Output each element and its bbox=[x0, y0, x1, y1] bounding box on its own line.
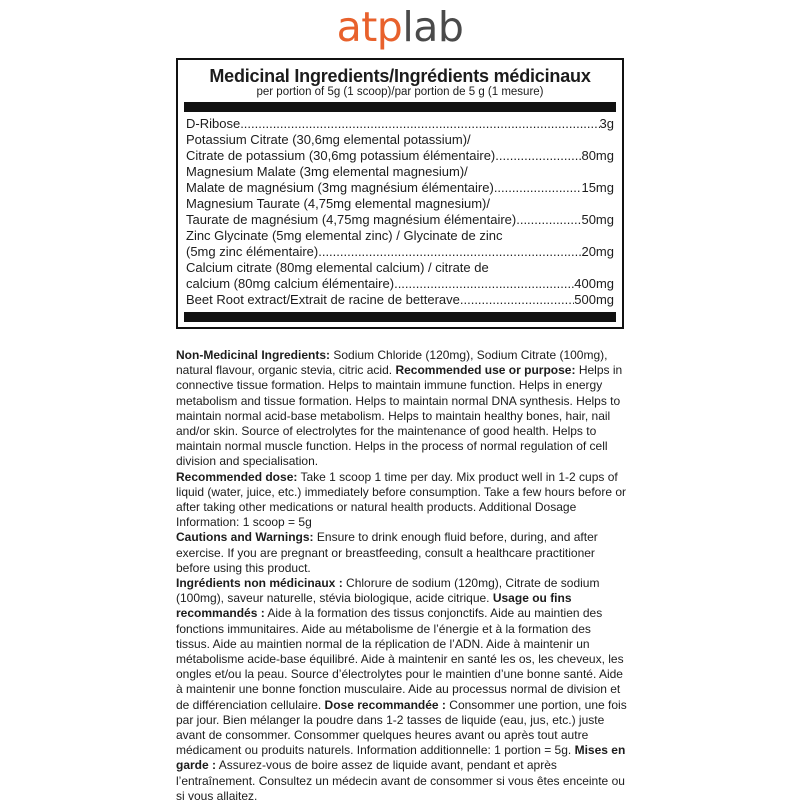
panel-subtitle: per portion of 5g (1 scoop)/par portion de 5 g (1 mesure) bbox=[256, 86, 544, 98]
leader-dots bbox=[394, 276, 574, 292]
ingredient-line bbox=[186, 260, 614, 276]
ingredient-first-line: Calcium citrate (80mg elemental calcium) / citrate de bbox=[186, 260, 489, 275]
recommended-dose-text: Take 1 scoop 1 time per day. Mix product well in 1-2 cups of liquid (water, juice, etc.) immediately before consumption. Take a few hours before or after taking other medications or natural health products. Additional Dosage Information: 1 scoop = 5g bbox=[176, 469, 626, 530]
ingredient-line bbox=[186, 132, 614, 148]
ingredient-line bbox=[186, 276, 614, 292]
french-use-heading: Usage ou fins recommandés : bbox=[176, 591, 572, 621]
ingredient-line bbox=[186, 228, 614, 244]
ingredient-label: Citrate de potassium (30,6mg potassium élémentaire) bbox=[186, 148, 496, 163]
non-medicinal-text: Sodium Chloride (120mg), Sodium Citrate (100mg), natural flavour, organic stevia, citric acid. bbox=[176, 348, 608, 378]
french-dose-heading: Dose recommandée : bbox=[324, 697, 446, 712]
panel-top-bar bbox=[184, 102, 616, 112]
non-medicinal-heading: Non-Medicinal Ingredients: bbox=[176, 348, 331, 362]
french-cautions-text: Assurez-vous de boire assez de liquide avant, pendant et après l’entraînement. Consultez un médecin avant de consommer si vous êtes enceinte ou si vous allaitez. bbox=[176, 758, 625, 803]
ingredient-line bbox=[186, 180, 614, 196]
label-body-text bbox=[176, 348, 628, 804]
french-non-medicinal-heading: Ingrédients non médicinaux : bbox=[176, 576, 343, 591]
ingredient-line bbox=[186, 196, 614, 212]
ingredient-first-line: Potassium Citrate (30,6mg elemental potassium)/ bbox=[186, 132, 471, 147]
french-cautions-heading: Mises en garde : bbox=[176, 743, 626, 773]
brand-logo-part1: atp bbox=[336, 3, 403, 51]
ingredient-label: Malate de magnésium (3mg magnésium élémentaire) bbox=[186, 180, 494, 195]
ingredient-amount: 20mg bbox=[581, 244, 614, 259]
panel-bottom-bar bbox=[184, 312, 616, 322]
recommended-use-heading: Recommended use or purpose: bbox=[395, 363, 576, 378]
leader-dots bbox=[494, 180, 582, 196]
french-section bbox=[176, 576, 628, 804]
ingredient-line bbox=[186, 164, 614, 180]
ingredient-label: Beet Root extract/Extrait de racine de betterave bbox=[186, 292, 460, 307]
ingredient-first-line: Magnesium Taurate (4,75mg elemental magnesium)/ bbox=[186, 196, 490, 211]
ingredient-amount: 80mg bbox=[581, 148, 614, 163]
ingredient-amount: 400mg bbox=[574, 276, 614, 291]
ingredient-line bbox=[186, 116, 614, 132]
ingredient-amount: 500mg bbox=[574, 292, 614, 307]
brand-logo-part2: lab bbox=[402, 3, 464, 51]
ingredient-line bbox=[186, 212, 614, 228]
english-cautions-section bbox=[176, 530, 628, 576]
ingredient-amount: 15mg bbox=[581, 180, 614, 195]
brand-logo bbox=[0, 4, 800, 50]
french-dose-text: Consommer une portion, une fois par jour. Bien mélanger la poudre dans 1-2 tasses de liquide (eau, jus, etc.) juste avant de consommer. Consommer quelques heures avant ou après tout autre médicament ou produits naturels. Information additionnelle: 1 portion = 5g. bbox=[176, 697, 627, 758]
leader-dots bbox=[495, 148, 581, 164]
leader-dots bbox=[240, 116, 599, 132]
panel-title: Medicinal Ingredients/Ingrédients médicinaux bbox=[209, 66, 591, 86]
leader-dots bbox=[516, 212, 581, 228]
cautions-text: Ensure to drink enough fluid before, during, and after exercise. If you are pregnant or breastfeeding, consult a healthcare practitioner before using this product. bbox=[176, 530, 598, 575]
ingredient-amount: 50mg bbox=[581, 212, 614, 227]
ingredient-amount: 3g bbox=[599, 116, 614, 131]
english-dose-section bbox=[176, 470, 628, 531]
cautions-heading: Cautions and Warnings: bbox=[176, 530, 314, 545]
french-use-text: Aide à la formation des tissus conjonctifs. Aide au maintien des fonctions immunitaires. Aide au métabolisme de l’énergie et à la formation des tissus. Aide au maintien normal de la réplication de l’ADN. Aide à maintenir un métabolisme acide-base équilibré. Aide à maintenir en santé les os, les cheveux, les ongles et/ou la peau. Source d’électrolytes pour le maintien d’une bonne santé. Aide à maintenir une bonne fonction musculaire. Aide au processus normal de division et de différenciation cellulaire. bbox=[176, 606, 624, 712]
ingredient-first-line: Magnesium Malate (3mg elemental magnesium)/ bbox=[186, 164, 468, 179]
ingredient-label: D-Ribose bbox=[186, 116, 241, 131]
ingredient-list bbox=[178, 112, 622, 310]
ingredient-label: (5mg zinc élémentaire) bbox=[186, 244, 319, 259]
english-section bbox=[176, 348, 628, 470]
leader-dots bbox=[318, 244, 581, 260]
ingredient-label: calcium (80mg calcium élémentaire) bbox=[186, 276, 395, 291]
ingredient-label: Taurate de magnésium (4,75mg magnésium élémentaire) bbox=[186, 212, 517, 227]
ingredient-line bbox=[186, 148, 614, 164]
recommended-use-text: Helps in connective tissue formation. Helps to maintain immune function. Helps in energy metabolism and tissue formation. Helps to maintain normal DNA synthesis. Helps to maintain normal acid-base metabolism. Helps to maintain healthy bones, hair, nail and/or skin. Source of electrolytes for the maintenance of good health. Helps to maintain normal muscle function. Helps in the process of normal regulation of cell division and specialisation. bbox=[176, 363, 623, 469]
medicinal-ingredients-panel bbox=[176, 58, 624, 329]
ingredient-line bbox=[186, 292, 614, 308]
leader-dots bbox=[460, 292, 574, 308]
ingredient-line bbox=[186, 244, 614, 260]
french-non-medicinal-text: Chlorure de sodium (120mg), Citrate de sodium (100mg), saveur naturelle, stévia biologique, acide citrique. bbox=[176, 576, 600, 606]
recommended-dose-heading: Recommended dose: bbox=[176, 469, 298, 484]
ingredient-first-line: Zinc Glycinate (5mg elemental zinc) / Glycinate de zinc bbox=[186, 228, 503, 243]
